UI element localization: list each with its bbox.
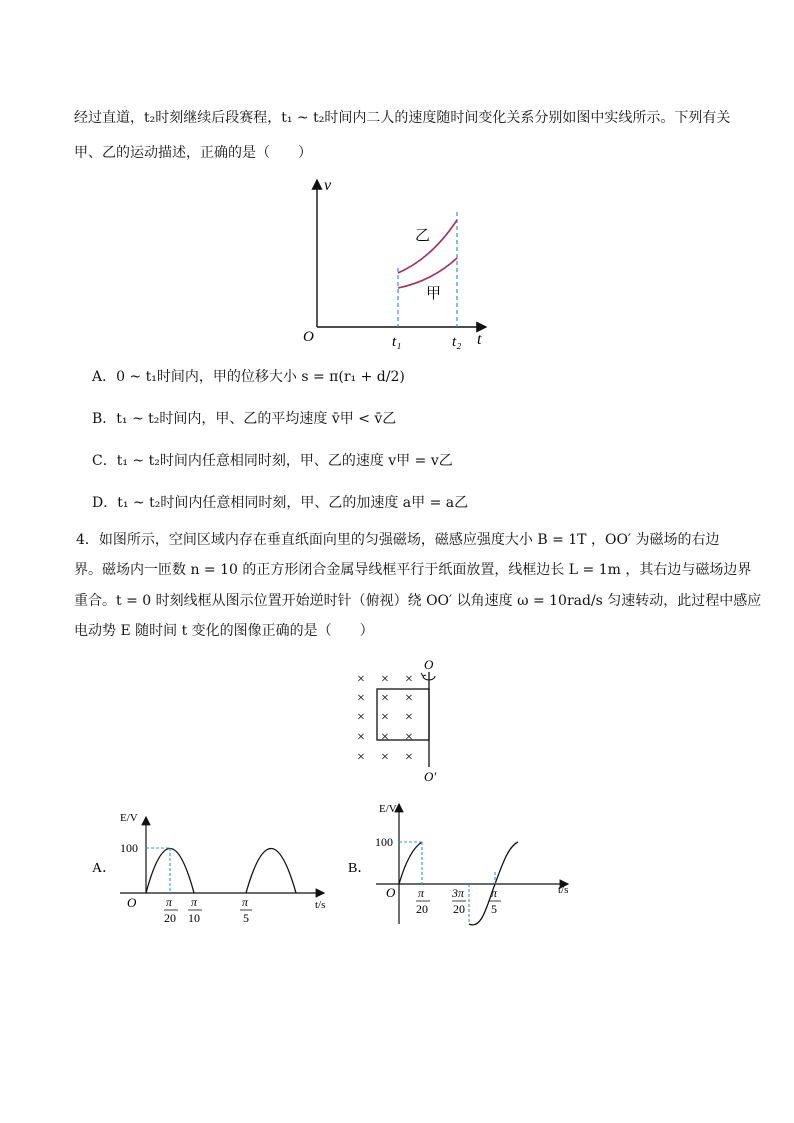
option-d-text: t₁ ~ t₂时间内任意相同时刻，甲、乙的加速度 a甲 = a乙 xyxy=(117,495,469,511)
graph-b-tick-2-den: 20 xyxy=(453,902,465,916)
option-c-text: t₁ ~ t₂时间内任意相同时刻，甲、乙的速度 v甲 = v乙 xyxy=(116,453,453,469)
field-cross-mark: × xyxy=(405,672,413,687)
q3-line-2: 甲、乙的运动描述，正确的是（ ） xyxy=(74,145,312,161)
graph-b-xlabel: t/s xyxy=(558,884,569,896)
field-cross-mark: × xyxy=(381,750,389,765)
q4-line-3: 重合。t = 0 时刻线框从图示位置开始逆时针（俯视）绕 OO′ 以角速度 ω = 10rad/s 匀速转动，此过程中感应 xyxy=(74,593,762,609)
field-crosses xyxy=(357,672,413,765)
t-axis-label: t xyxy=(477,331,482,348)
square-loop xyxy=(377,689,429,740)
graph-a-option: A． xyxy=(92,861,117,876)
graph-a-curve-2 xyxy=(246,849,296,894)
v-axis-label: v xyxy=(324,177,332,194)
field-cross-mark: × xyxy=(357,710,365,725)
graph-a-peak: 100 xyxy=(120,841,138,855)
graph-b-tick-3-den: 5 xyxy=(491,902,497,916)
option-d-row[interactable] xyxy=(92,493,468,513)
q3-line-1: 经过直道，t₂时刻继续后段赛程，t₁ ~ t₂时间内二人的速度随时间变化关系分别如图中实线所示。下列有关 xyxy=(74,110,731,126)
field-cross-mark: × xyxy=(405,710,413,725)
yi-label: 乙 xyxy=(415,228,431,244)
graph-b-tick-2-num: 3π xyxy=(452,886,465,900)
t1-label: t₁ xyxy=(392,334,402,350)
option-b-letter: B． xyxy=(92,411,117,427)
graph-b-ylabel: E/V xyxy=(379,803,397,815)
field-cross-mark: × xyxy=(381,672,389,687)
graph-b-tick-1-num: π xyxy=(418,886,425,900)
t2-label: t₂ xyxy=(452,334,462,350)
option-d-letter: D． xyxy=(92,495,118,511)
option-a-row[interactable] xyxy=(92,367,405,387)
option-b-text: t₁ ~ t₂时间内，甲、乙的平均速度 v̄甲 < v̄乙 xyxy=(116,411,397,427)
axis-top-label: O xyxy=(424,657,434,672)
graph-b-peak: 100 xyxy=(375,835,393,849)
graph-a-ylabel: E/V xyxy=(120,812,138,824)
graph-b-tick-3-num: π xyxy=(491,886,498,900)
graph-a-tick-1-den: 20 xyxy=(164,911,176,925)
q4-line-1: 4．如图所示，空间区域内存在垂直纸面向里的匀强磁场，磁感应强度大小 B = 1T ，OO′ 为磁场的右边 xyxy=(76,532,720,548)
graph-a-curve-1 xyxy=(146,849,194,894)
graph-a-tick-3-den: 5 xyxy=(243,911,249,925)
graph-b-option: B． xyxy=(348,861,372,876)
graph-a-xlabel: t/s xyxy=(315,899,326,911)
field-cross-mark: × xyxy=(405,730,413,745)
q4-line-4: 电动势 E 随时间 t 变化的图像正确的是（ ） xyxy=(74,623,374,639)
graph-a-tick-3-num: π xyxy=(242,895,249,909)
field-cross-mark: × xyxy=(357,691,365,706)
graph-a-tick-2-num: π xyxy=(191,895,198,909)
curve-jia xyxy=(398,258,457,288)
graph-b-curve-2 xyxy=(469,842,518,925)
origin-label: O xyxy=(303,329,314,345)
graph-a-origin: O xyxy=(127,895,137,910)
jia-label: 甲 xyxy=(426,286,442,302)
option-a-letter: A． xyxy=(92,369,117,385)
graph-b-tick-1-den: 20 xyxy=(416,902,428,916)
field-cross-mark: × xyxy=(357,730,365,745)
field-cross-mark: × xyxy=(357,672,365,687)
q4-line-2: 界。磁场内一匝数 n = 10 的正方形闭合金属导线框平行于纸面放置，线框边长 L = 1m ，其右边与磁场边界 xyxy=(74,562,752,578)
option-b-row[interactable] xyxy=(92,409,396,429)
option-c-letter: C． xyxy=(92,453,117,469)
field-cross-mark: × xyxy=(381,710,389,725)
graph-a-tick-1-num: π xyxy=(166,895,173,909)
field-cross-mark: × xyxy=(405,750,413,765)
rotation-arrow-icon xyxy=(423,676,435,680)
graph-a-tick-2-den: 10 xyxy=(188,911,200,925)
curve-yi xyxy=(398,220,457,273)
field-cross-mark: × xyxy=(357,750,365,765)
field-cross-mark: × xyxy=(381,691,389,706)
axis-bottom-label: O′ xyxy=(424,769,437,784)
option-a-text: 0 ~ t₁时间内，甲的位移大小 s = π(r₁ + d/2) xyxy=(116,369,405,385)
field-cross-mark: × xyxy=(381,730,389,745)
graph-b-curve-1 xyxy=(399,842,422,884)
graph-b-origin: O xyxy=(386,885,396,900)
option-c-row[interactable] xyxy=(92,451,453,471)
field-cross-mark: × xyxy=(405,691,413,706)
